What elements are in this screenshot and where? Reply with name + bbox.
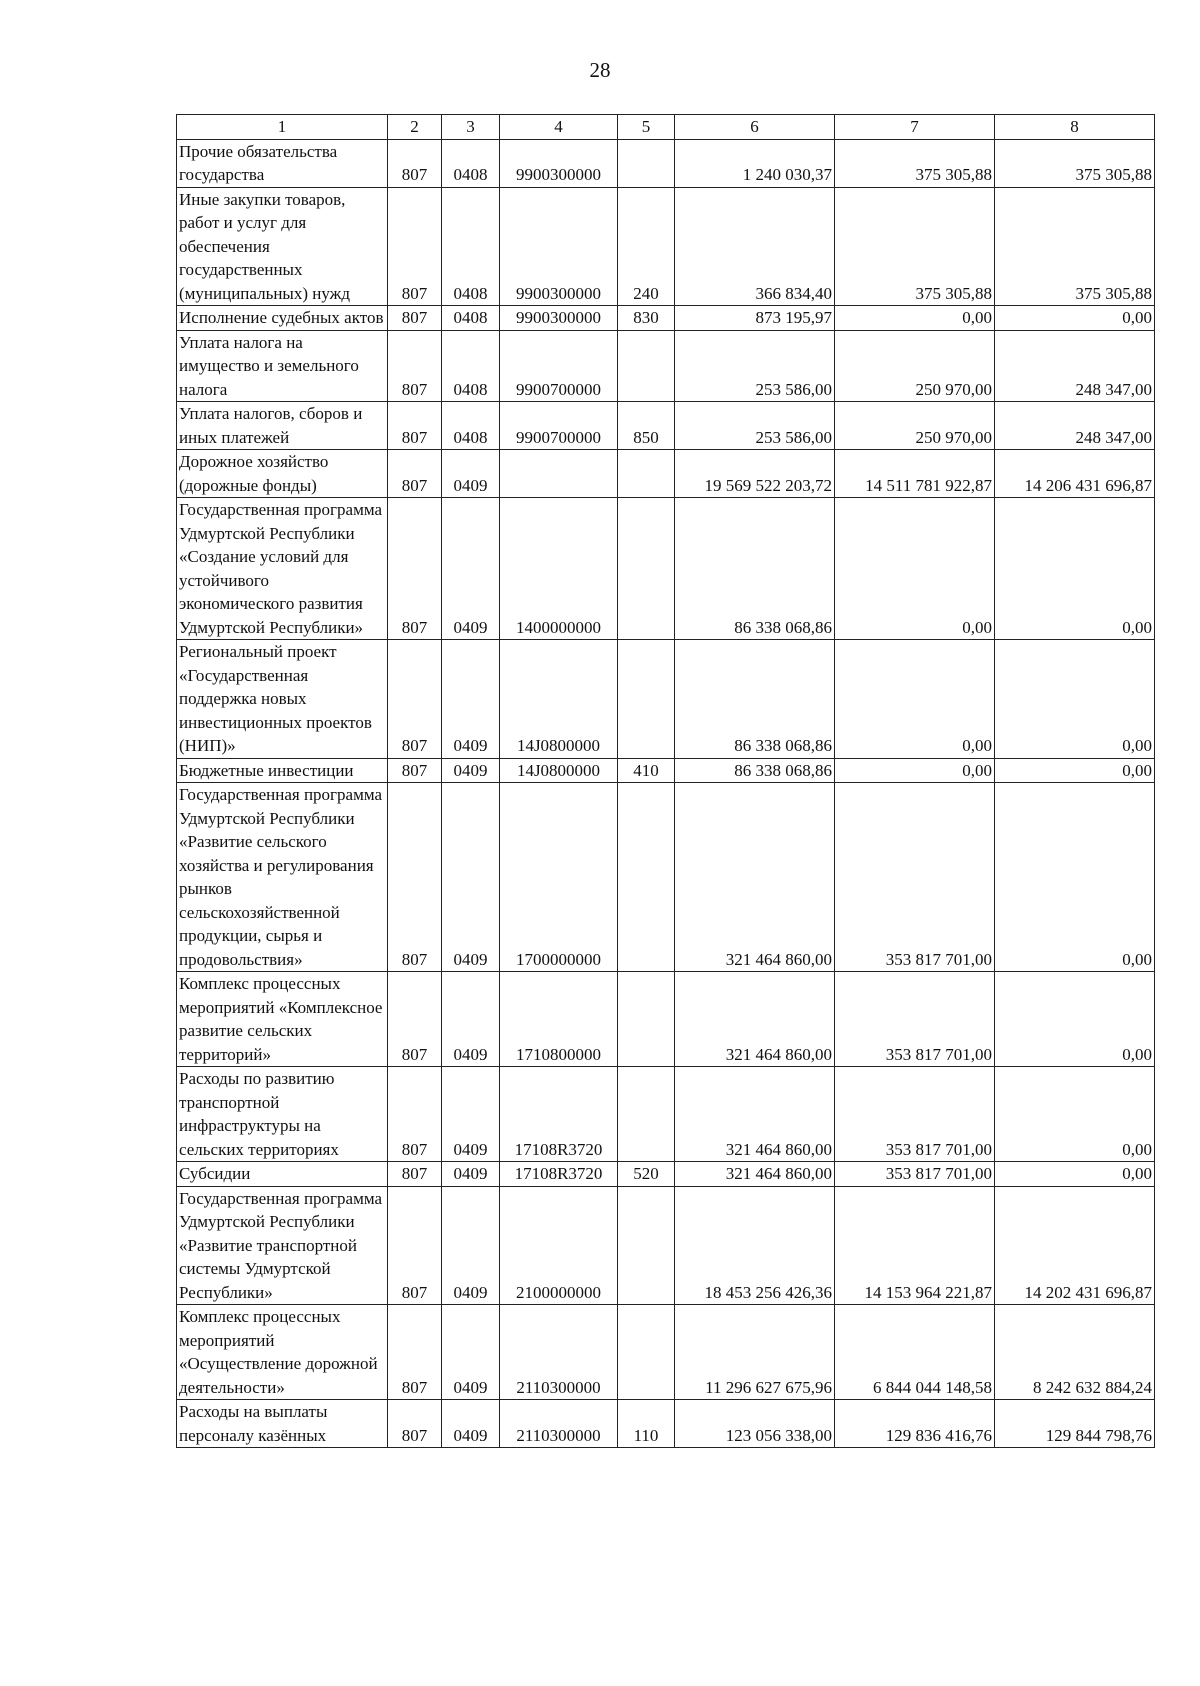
- table-row: [177, 1162, 1155, 1187]
- admin-code-cell: 807: [388, 783, 442, 972]
- column-header: 8: [995, 115, 1155, 140]
- amount-col8-cell: 14 206 431 696,87: [995, 450, 1155, 498]
- section-code-cell: 0408: [442, 402, 500, 450]
- target-article-cell: 2110300000: [500, 1305, 618, 1400]
- target-article-cell: 2100000000: [500, 1186, 618, 1305]
- admin-code-cell: 807: [388, 187, 442, 306]
- section-code-cell: 0409: [442, 783, 500, 972]
- table-body: [177, 115, 1155, 1448]
- amount-col8-cell: 8 242 632 884,24: [995, 1305, 1155, 1400]
- amount-col7-cell: 353 817 701,00: [835, 1067, 995, 1162]
- table-row: [177, 330, 1155, 402]
- amount-col8-cell: 0,00: [995, 758, 1155, 783]
- amount-col8-cell: 375 305,88: [995, 139, 1155, 187]
- amount-col8-cell: 14 202 431 696,87: [995, 1186, 1155, 1305]
- page-number: 28: [589, 58, 611, 82]
- row-name-cell: Уплата налога на имущество и земельного налога: [177, 330, 388, 402]
- row-name-cell: Государственная программа Удмуртской Республики «Развитие транспортной системы Удмуртской Республики»: [177, 1186, 388, 1305]
- admin-code-cell: 807: [388, 402, 442, 450]
- row-name-cell: Государственная программа Удмуртской Республики «Развитие сельского хозяйства и регулирования рынков сельскохозяйственной продукции, сырья и продовольствия»: [177, 783, 388, 972]
- section-code-cell: 0409: [442, 1305, 500, 1400]
- admin-code-cell: 807: [388, 1400, 442, 1448]
- expense-type-cell: [618, 1305, 675, 1400]
- amount-col7-cell: 129 836 416,76: [835, 1400, 995, 1448]
- expense-type-cell: [618, 1067, 675, 1162]
- expense-type-cell: [618, 139, 675, 187]
- column-header: 5: [618, 115, 675, 140]
- amount-col8-cell: 0,00: [995, 1162, 1155, 1187]
- column-header: 4: [500, 115, 618, 140]
- amount-col8-cell: 0,00: [995, 306, 1155, 331]
- table-row: [177, 972, 1155, 1067]
- row-name-cell: Дорожное хозяйство (дорожные фонды): [177, 450, 388, 498]
- section-code-cell: 0408: [442, 306, 500, 331]
- row-name-cell: Комплекс процессных мероприятий «Комплексное развитие сельских территорий»: [177, 972, 388, 1067]
- section-code-cell: 0409: [442, 498, 500, 640]
- amount-col8-cell: 129 844 798,76: [995, 1400, 1155, 1448]
- amount-col8-cell: 0,00: [995, 1067, 1155, 1162]
- target-article-cell: 2110300000: [500, 1400, 618, 1448]
- target-article-cell: 1700000000: [500, 783, 618, 972]
- table-row: [177, 402, 1155, 450]
- amount-col6-cell: 321 464 860,00: [675, 972, 835, 1067]
- section-code-cell: 0409: [442, 640, 500, 759]
- amount-col7-cell: 14 511 781 922,87: [835, 450, 995, 498]
- amount-col8-cell: 0,00: [995, 640, 1155, 759]
- amount-col6-cell: 253 586,00: [675, 402, 835, 450]
- amount-col6-cell: 19 569 522 203,72: [675, 450, 835, 498]
- admin-code-cell: 807: [388, 450, 442, 498]
- column-header: 2: [388, 115, 442, 140]
- amount-col6-cell: 253 586,00: [675, 330, 835, 402]
- row-name-cell: Субсидии: [177, 1162, 388, 1187]
- column-header: 1: [177, 115, 388, 140]
- expense-type-cell: 240: [618, 187, 675, 306]
- table-row: [177, 1305, 1155, 1400]
- amount-col7-cell: 250 970,00: [835, 402, 995, 450]
- table-row: [177, 139, 1155, 187]
- expense-type-cell: [618, 972, 675, 1067]
- amount-col7-cell: 353 817 701,00: [835, 972, 995, 1067]
- expense-type-cell: 110: [618, 1400, 675, 1448]
- section-code-cell: 0408: [442, 330, 500, 402]
- target-article-cell: 1710800000: [500, 972, 618, 1067]
- amount-col8-cell: 0,00: [995, 783, 1155, 972]
- row-name-cell: Исполнение судебных актов: [177, 306, 388, 331]
- admin-code-cell: 807: [388, 306, 442, 331]
- table-row: [177, 1186, 1155, 1305]
- expense-type-cell: 850: [618, 402, 675, 450]
- amount-col6-cell: 11 296 627 675,96: [675, 1305, 835, 1400]
- amount-col6-cell: 18 453 256 426,36: [675, 1186, 835, 1305]
- section-code-cell: 0409: [442, 1067, 500, 1162]
- target-article-cell: 17108R3720: [500, 1067, 618, 1162]
- amount-col7-cell: 375 305,88: [835, 187, 995, 306]
- row-name-cell: Иные закупки товаров, работ и услуг для обеспечения государственных (муниципальных) нужд: [177, 187, 388, 306]
- row-name-cell: Расходы на выплаты персоналу казённых: [177, 1400, 388, 1448]
- amount-col7-cell: 250 970,00: [835, 330, 995, 402]
- admin-code-cell: 807: [388, 1067, 442, 1162]
- amount-col6-cell: 366 834,40: [675, 187, 835, 306]
- column-header: 3: [442, 115, 500, 140]
- target-article-cell: 14J0800000: [500, 758, 618, 783]
- table-row: [177, 498, 1155, 640]
- table-row: [177, 1400, 1155, 1448]
- target-article-cell: 17108R3720: [500, 1162, 618, 1187]
- expense-type-cell: [618, 330, 675, 402]
- amount-col6-cell: 321 464 860,00: [675, 1067, 835, 1162]
- row-name-cell: Комплекс процессных мероприятий «Осуществление дорожной деятельности»: [177, 1305, 388, 1400]
- amount-col7-cell: 0,00: [835, 306, 995, 331]
- section-code-cell: 0408: [442, 139, 500, 187]
- admin-code-cell: 807: [388, 498, 442, 640]
- target-article-cell: 9900300000: [500, 306, 618, 331]
- row-name-cell: Бюджетные инвестиции: [177, 758, 388, 783]
- amount-col6-cell: 321 464 860,00: [675, 783, 835, 972]
- amount-col8-cell: 248 347,00: [995, 330, 1155, 402]
- row-name-cell: Расходы по развитию транспортной инфраструктуры на сельских территориях: [177, 1067, 388, 1162]
- target-article-cell: 1400000000: [500, 498, 618, 640]
- column-header: 7: [835, 115, 995, 140]
- amount-col7-cell: 14 153 964 221,87: [835, 1186, 995, 1305]
- admin-code-cell: 807: [388, 139, 442, 187]
- target-article-cell: 9900300000: [500, 187, 618, 306]
- section-code-cell: 0409: [442, 972, 500, 1067]
- target-article-cell: 9900700000: [500, 330, 618, 402]
- section-code-cell: 0409: [442, 758, 500, 783]
- expense-type-cell: [618, 450, 675, 498]
- admin-code-cell: 807: [388, 758, 442, 783]
- admin-code-cell: 807: [388, 1305, 442, 1400]
- amount-col6-cell: 321 464 860,00: [675, 1162, 835, 1187]
- row-name-cell: Прочие обязательства государства: [177, 139, 388, 187]
- table-row: [177, 758, 1155, 783]
- target-article-cell: [500, 450, 618, 498]
- expense-type-cell: [618, 640, 675, 759]
- expense-type-cell: 410: [618, 758, 675, 783]
- amount-col7-cell: 6 844 044 148,58: [835, 1305, 995, 1400]
- table-row: [177, 187, 1155, 306]
- amount-col6-cell: 873 195,97: [675, 306, 835, 331]
- admin-code-cell: 807: [388, 640, 442, 759]
- target-article-cell: 9900700000: [500, 402, 618, 450]
- amount-col6-cell: 1 240 030,37: [675, 139, 835, 187]
- target-article-cell: 9900300000: [500, 139, 618, 187]
- amount-col8-cell: 0,00: [995, 498, 1155, 640]
- section-code-cell: 0409: [442, 1400, 500, 1448]
- header-row: [177, 115, 1155, 140]
- row-name-cell: Уплата налогов, сборов и иных платежей: [177, 402, 388, 450]
- admin-code-cell: 807: [388, 1186, 442, 1305]
- amount-col8-cell: 248 347,00: [995, 402, 1155, 450]
- amount-col7-cell: 353 817 701,00: [835, 783, 995, 972]
- expense-type-cell: 520: [618, 1162, 675, 1187]
- section-code-cell: 0409: [442, 450, 500, 498]
- admin-code-cell: 807: [388, 972, 442, 1067]
- amount-col6-cell: 86 338 068,86: [675, 758, 835, 783]
- expense-type-cell: 830: [618, 306, 675, 331]
- amount-col7-cell: 0,00: [835, 498, 995, 640]
- amount-col7-cell: 353 817 701,00: [835, 1162, 995, 1187]
- section-code-cell: 0409: [442, 1162, 500, 1187]
- table-row: [177, 1067, 1155, 1162]
- table-row: [177, 640, 1155, 759]
- amount-col7-cell: 0,00: [835, 640, 995, 759]
- amount-col6-cell: 123 056 338,00: [675, 1400, 835, 1448]
- table-row: [177, 783, 1155, 972]
- budget-table: [176, 114, 1155, 1448]
- admin-code-cell: 807: [388, 1162, 442, 1187]
- amount-col7-cell: 0,00: [835, 758, 995, 783]
- target-article-cell: 14J0800000: [500, 640, 618, 759]
- table-row: [177, 450, 1155, 498]
- expense-type-cell: [618, 498, 675, 640]
- amount-col8-cell: 0,00: [995, 972, 1155, 1067]
- amount-col7-cell: 375 305,88: [835, 139, 995, 187]
- expense-type-cell: [618, 1186, 675, 1305]
- section-code-cell: 0408: [442, 187, 500, 306]
- section-code-cell: 0409: [442, 1186, 500, 1305]
- amount-col6-cell: 86 338 068,86: [675, 640, 835, 759]
- amount-col6-cell: 86 338 068,86: [675, 498, 835, 640]
- table-row: [177, 306, 1155, 331]
- expense-type-cell: [618, 783, 675, 972]
- amount-col8-cell: 375 305,88: [995, 187, 1155, 306]
- admin-code-cell: 807: [388, 330, 442, 402]
- column-header: 6: [675, 115, 835, 140]
- row-name-cell: Государственная программа Удмуртской Республики «Создание условий для устойчивого экономического развития Удмуртской Республики»: [177, 498, 388, 640]
- row-name-cell: Региональный проект «Государственная поддержка новых инвестиционных проектов (НИП)»: [177, 640, 388, 759]
